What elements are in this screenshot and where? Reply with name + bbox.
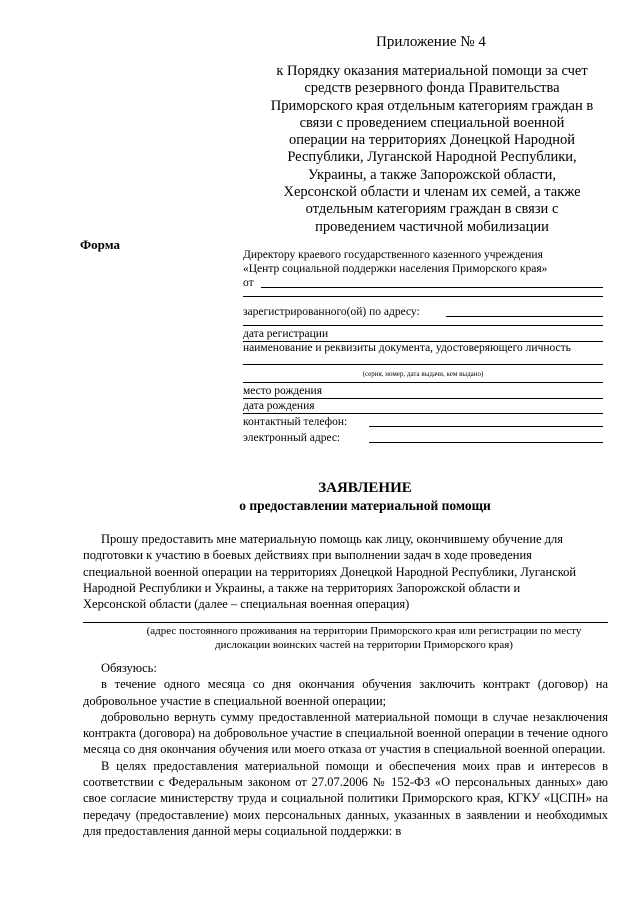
email-field[interactable] xyxy=(369,442,603,443)
birthplace-label: место рождения xyxy=(243,384,322,397)
phone-row xyxy=(243,414,603,430)
from-field[interactable] xyxy=(261,287,603,288)
phone-field[interactable] xyxy=(369,426,603,427)
document-subtitle: о предоставлении материальной помощи xyxy=(239,498,491,513)
appendix-line: Украины, а также Запорожской области, xyxy=(307,166,557,183)
addressee-block xyxy=(243,249,603,446)
appendix-line: к Порядку оказания материальной помощи за счет xyxy=(276,63,588,79)
registered-address-extra-line[interactable] xyxy=(243,319,603,326)
consent-paragraph: В целях предоставления материальной помощи и обеспечения моих прав и интересов в соответствии с Федеральным законом от 27.07.2006 № 152-ФЗ «О персональных данных» даю свое согласие министерству труда и социальной политики Приморского края, КГКУ «ЦСПН» на передачу (предоставление) моих персональных данных, указанных в заявлении и необходимых для предоставления данной меры социальной поддержки: в xyxy=(83,758,608,838)
appendix-line: средств резервного фонда Правительства xyxy=(304,80,560,97)
appendix-description xyxy=(246,63,618,236)
id-document-extra-line[interactable] xyxy=(243,380,603,383)
registered-address-field[interactable] xyxy=(446,316,603,317)
from-field-extra-line[interactable] xyxy=(243,290,603,297)
appendix-line: Республики, Луганской Народной Республики, xyxy=(287,149,577,166)
document-title: ЗАЯВЛЕНИЕ xyxy=(318,480,412,496)
obligations-section xyxy=(83,660,608,839)
addressee-line-2: «Центр социальной поддержки населения Приморского края» xyxy=(243,262,548,275)
registered-address-label: зарегистрированного(ой) по адресу: xyxy=(243,306,420,318)
residence-address-field[interactable] xyxy=(83,622,608,623)
phone-label: контактный телефон: xyxy=(243,415,348,428)
appendix-title: Приложение № 4 xyxy=(376,34,486,50)
intro-paragraph xyxy=(83,531,608,612)
intro-line: специальной военной операции на территориях Донецкой Народной Республики, Луганской xyxy=(83,564,577,579)
registration-date-field[interactable] xyxy=(243,327,603,342)
obligation-item: добровольно вернуть сумму предоставленной материальной помощи в случае незаключения контракта (договора) на добровольное участие в специальной военной операции в течение одного месяца со дня окончания обучения или моего отказа от участия в специальной военной операции. xyxy=(83,709,608,757)
appendix-line: отдельным категориям граждан в связи с xyxy=(305,201,559,218)
obligations-label: Обязуюсь: xyxy=(101,661,157,675)
appendix-line: связи с проведением специальной военной xyxy=(299,114,565,131)
registration-date-label: дата регистрации xyxy=(243,328,329,340)
from-row xyxy=(243,276,603,290)
intro-line: Народной Республики и Украины, а также на территориях Запорожской области и xyxy=(83,580,521,595)
intro-line: Херсонской области (далее – специальная военная операция) xyxy=(83,597,410,612)
from-label: от xyxy=(243,277,254,289)
birthdate-field[interactable] xyxy=(243,399,603,414)
email-label: электронный адрес: xyxy=(243,431,341,444)
birthdate-label: дата рождения xyxy=(243,399,315,412)
id-document-field[interactable] xyxy=(243,356,603,365)
email-row xyxy=(243,430,603,446)
appendix-line: проведением частичной мобилизации xyxy=(315,218,549,235)
registered-address-row xyxy=(243,305,603,319)
obligation-item: в течение одного месяца со дня окончания обучения заключить контракт (договор) на добровольное участие в специальной военной операции; xyxy=(83,677,608,708)
intro-line: Прошу предоставить мне материальную помощь как лицу, окончившему обучение для xyxy=(101,532,564,546)
id-document-caption: (серия, номер, дата выдачи, кем выдано) xyxy=(362,369,484,378)
id-document-label: наименование и реквизиты документа, удостоверяющего личность xyxy=(243,342,571,354)
residence-address-caption: (адрес постоянного проживания на территории Приморского края или регистрации по месту дислокации воинских частей на территории Приморского края) xyxy=(146,625,582,651)
addressee-line-1: Директору краевого государственного казенного учреждения xyxy=(243,249,543,261)
appendix-line: Херсонской области и членам их семей, а также xyxy=(283,184,581,201)
appendix-line: Приморского края отдельным категориям граждан в xyxy=(270,97,594,114)
intro-line: подготовки к участию в боевых действиях при выполнении задач в ходе проведения xyxy=(83,548,532,563)
birthplace-field[interactable] xyxy=(243,384,603,399)
form-label: Форма xyxy=(80,237,120,252)
appendix-line: операции на территориях Донецкой Народной xyxy=(288,132,575,149)
